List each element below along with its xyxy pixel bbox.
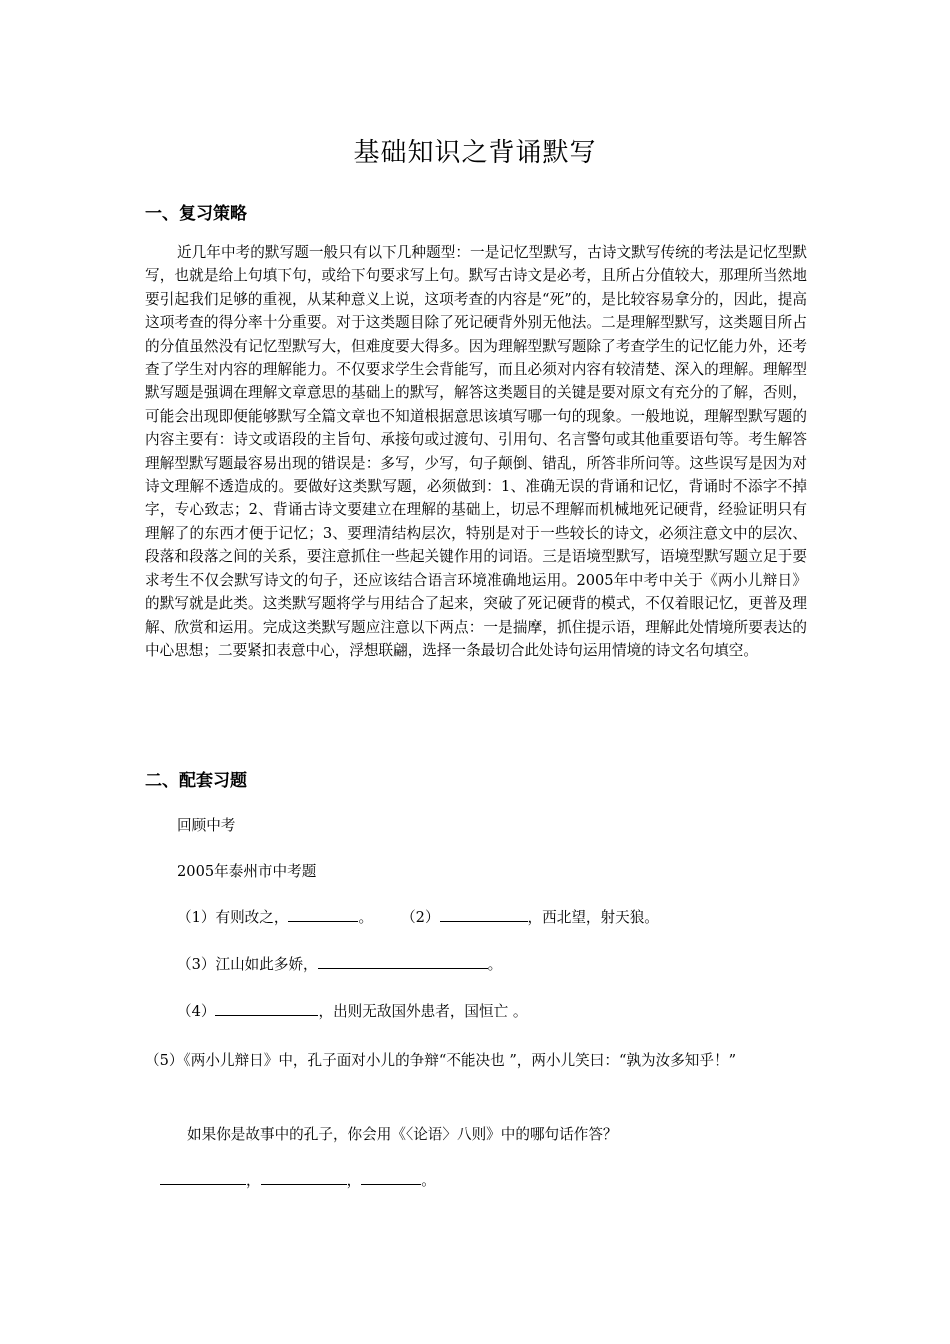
q5-blank-2[interactable] (261, 1170, 347, 1185)
q1-suffix: 。 (358, 909, 374, 926)
question-1-2 (177, 907, 659, 929)
exam-label: 2005年泰州市中考题 (177, 863, 317, 880)
question-5-answer (160, 1170, 436, 1192)
q1-blank[interactable] (288, 907, 358, 922)
question-5-prompt: 如果你是故事中的孔子，你会用《〈论语〉八则》中的哪句话作答？ (187, 1126, 618, 1143)
page-title: 基础知识之背诵默写 (353, 138, 597, 168)
q2-blank[interactable] (440, 907, 528, 922)
q2-suffix: ，西北望，射天狼。 (527, 909, 659, 926)
q4-blank[interactable] (215, 1001, 318, 1016)
q1-prefix: （1）有则改之， (177, 909, 289, 926)
q5-sep-2: ， (346, 1172, 362, 1189)
q3-blank[interactable] (318, 954, 488, 969)
q5-sep-1: ， (246, 1172, 261, 1189)
q5-blank-1[interactable] (160, 1170, 246, 1185)
q3-suffix: 。 (487, 956, 503, 973)
review-label: 回顾中考 (177, 817, 236, 834)
q4-suffix: ，出则无敌国外患者，国恒亡 。 (318, 1003, 528, 1020)
question-5: （5）《两小儿辩日》中，孔子面对小儿的争辩“不能决也 ”，两小儿笑曰：“孰为汝多知乎！” (145, 1052, 737, 1069)
q3-prefix: （3）江山如此多娇， (177, 956, 318, 973)
section-heading-strategy: 一、复习策略 (145, 204, 247, 224)
q2-prefix: （2） (401, 909, 440, 926)
section-heading-exercises: 二、配套习题 (145, 771, 247, 791)
strategy-paragraph: 近几年中考的默写题一般只有以下几种题型：一是记忆型默写，古诗文默写传统的考法是记忆型默写，也就是给上句填下句，或给下句要求写上句。默写古诗文是必考，且所占分值较大，那理所当然地要引起我们足够的重视，从某种意义上说，这项考查的内容是“死”的，是比较容易拿分的，因此，提高这项考查的得分率十分重要。对于这类题目除了死记硬背外别无他法。二是理解型默写，这类题目所占的分值虽然没有记忆型默写大，但难度要大得多。因为理解型默写题除了考查学生的记忆能力外，还考查了学生对内容的理解能力。不仅要求学生会背能写，而且必须对内容有较清楚、深入的理解。理解型默写题是强调在理解文章意思的基础上的默写，解答这类题目的关键是要对原文有充分的了解，否则，可能会出现即便能够默写全篇文章也不知道根据意思该填写哪一句的现象。一般地说，理解型默写题的内容主要有：诗文或语段的主旨句、承接句或过渡句、引用句、名言警句或其他重要语句等。考生解答理解型默写题最容易出现的错误是：多写，少写，句子颠倒、错乱，所答非所问等。这些误写是因为对诗文理解不透造成的。要做好这类默写题，必须做到：1、准确无误的背诵和记忆，背诵时不添字不掉字，专心致志；2、背诵古诗文要建立在理解的基础上，切忌不理解而机械地死记硬背，经验证明只有理解了的东西才便于记忆；3、要理清结构层次，特别是对于一些较长的诗文，必须注意文中的层次、段落和段落之间的关系，要注意抓住一些起关键作用的词语。三是语境型默写，语境型默写题立足于要求考生不仅会默写诗文的句子，还应该结合语言环境准确地运用。2005年中考中关于《两小儿辩日》的默写就是此类。这类默写题将学与用结合了起来，突破了死记硬背的模式，不仅着眼记忆，更普及理解、欣赏和运用。完成这类默写题应注意以下两点：一是揣摩，抓住提示语，理解此处情境所要表达的中心思想；二要紧扣表意中心，浮想联翩，选择一条最切合此处诗句运用情境的诗文名句填空。 (145, 244, 807, 659)
question-4 (177, 1001, 527, 1023)
q4-prefix: （4） (177, 1003, 216, 1020)
question-3 (177, 954, 502, 976)
q5-end: 。 (421, 1172, 436, 1189)
q5-blank-3[interactable] (361, 1170, 421, 1185)
